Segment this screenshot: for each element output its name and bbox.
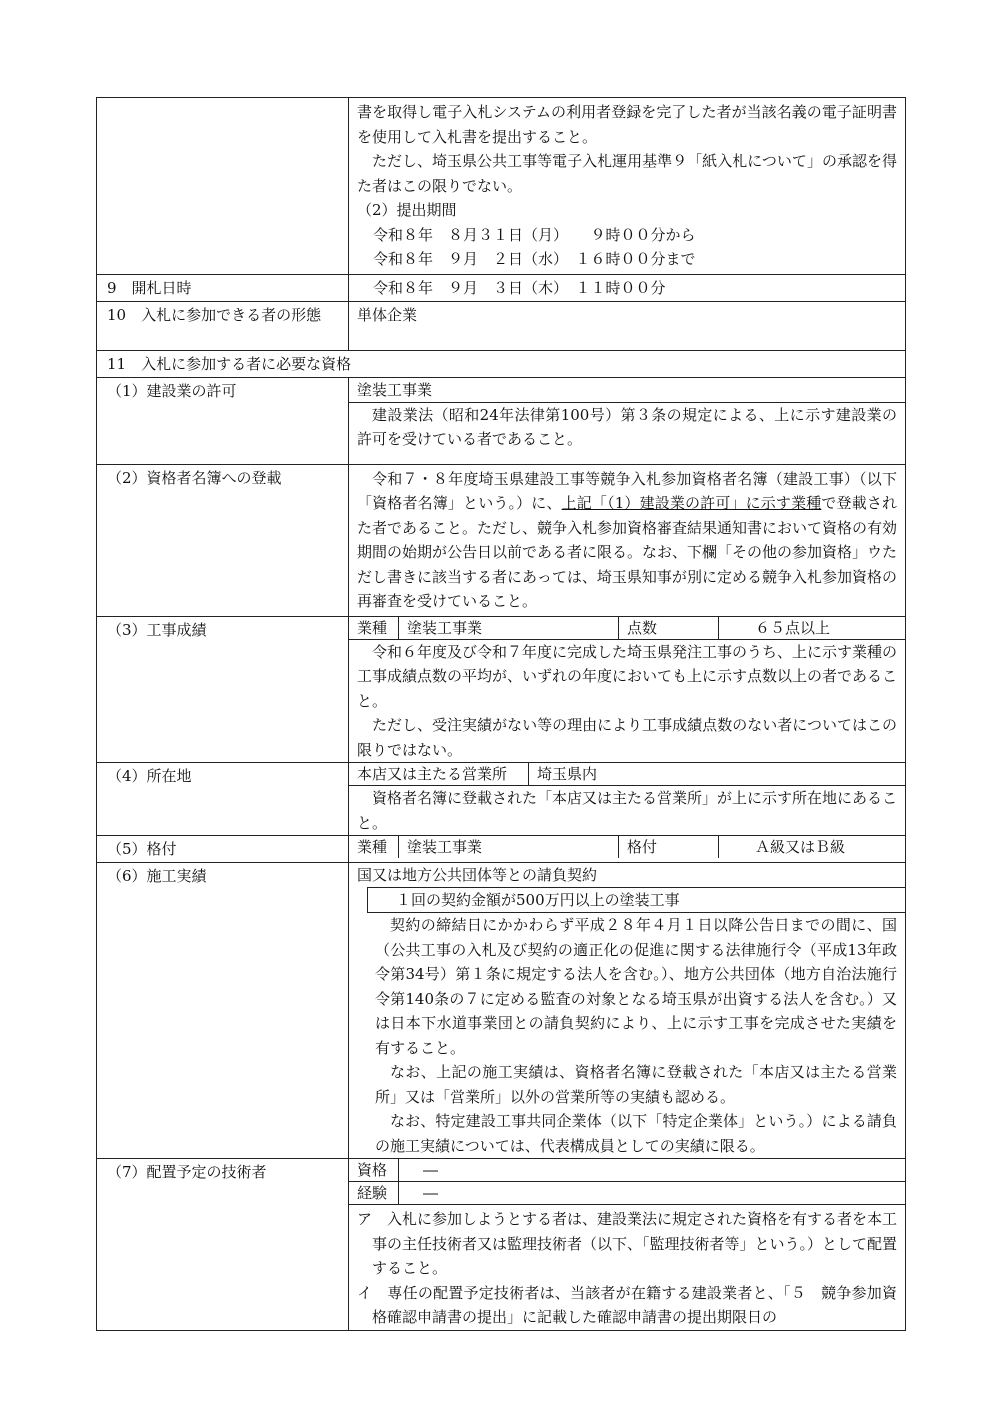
q3-text-1: 令和６年度及び令和７年度に完成した埼玉県発注工事のうち、上に示す業種の工事成績点数の平均が、いずれの年度においても上に示す点数以上の者であること。 xyxy=(357,642,898,710)
q1-label: （1）建設業の許可 xyxy=(97,378,349,464)
q7-keiken-row xyxy=(349,1182,905,1205)
q5-grade-value: Ａ級又はＢ級 xyxy=(755,838,846,856)
q2-label: （2）資格者名簿への登載 xyxy=(97,465,349,616)
q1-value: 塗装工事業 xyxy=(349,378,905,403)
q3-label: （3）工事成績 xyxy=(97,617,349,763)
qualification-heading: 11 入札に参加する者に必要な資格 xyxy=(107,354,352,373)
participation-form-value: 単体企業 xyxy=(357,305,418,324)
q2-text-a: 令和７・８年度埼玉県建設工事等競争入札参加資格者名簿（建設工事）（以下「資格者名簿」という。）に、 xyxy=(357,469,897,512)
q1-text: 建設業法（昭和24年法律第100号）第３条の規定による、上に示す建設業の許可を受けている者であること。 xyxy=(357,405,897,448)
q7-label: （7）配置予定の技術者 xyxy=(97,1159,349,1330)
q6-work: １回の契約金額が500万円以上の塗装工事 xyxy=(367,887,905,913)
q6-text-2: なお、上記の施工実績は、資格者名簿に登載された「本店又は主たる営業所」又は「営業所」以外の営業所等の実績も認める。 xyxy=(375,1063,897,1106)
q5-grade-label: 格付 xyxy=(619,836,719,858)
q6-contract: 国又は地方公共団体等との請負契約 xyxy=(357,866,598,884)
q4-label: （4）所在地 xyxy=(97,763,349,835)
period-to: 令和８年 ９月 ２日（水） １６時００分まで xyxy=(373,250,696,268)
q6-label: （6）施工実績 xyxy=(97,863,349,1158)
q3-row xyxy=(96,617,906,764)
row-10 xyxy=(96,302,906,351)
q4-office-label: 本店又は主たる営業所 xyxy=(349,763,529,785)
q7-item-a: ア 入札に参加しようとする者は、建設業法に規定された資格を有する者を本工事の主任技術者又は監理技術者（以下、「監理技術者等」という。）として配置すること。 xyxy=(357,1210,898,1277)
period-from: 令和８年 ８月３１日（月） ９時００分から xyxy=(373,225,696,244)
opening-date-value: 令和８年 ９月 ３日（木） １１時００分 xyxy=(373,278,666,297)
q3-text-2: ただし、受注実績がない等の理由により工事成績点数のない者についてはこの限りではない。 xyxy=(357,716,897,759)
q5-row xyxy=(96,836,906,863)
document-table xyxy=(96,97,906,1331)
q7-keiken-label: 経験 xyxy=(349,1182,399,1204)
q3-grid xyxy=(349,617,905,640)
q2-text xyxy=(349,467,905,614)
participation-form-label: 10 入札に参加できる者の形態 xyxy=(97,302,349,350)
q7-item-i: イ 専任の配置予定技術者は、当該者が在籍する建設業者と、「５ 競争参加資格確認申請書の提出」に記載した確認申請書の提出期限日の xyxy=(357,1283,897,1326)
submission-text-2: ただし、埼玉県公共工事等電子入札運用基準９「紙入札について」の承認を得た者はこの限りでない。 xyxy=(357,152,897,195)
submission-row xyxy=(96,97,906,275)
opening-date-label: 9 開札日時 xyxy=(97,275,349,301)
q3-gyoshu-value: 塗装工事業 xyxy=(399,617,619,639)
q2-text-b: で登載された者であること。ただし、競争入札参加資格審査結果通知書において資格の有効期間の始期が公告日以前である者に限る。なお、下欄「その他の参加資格」ウただし書きに該当する者にあっては、埼玉県知事が別に定める競争入札参加資格の再審査を受けていること。 xyxy=(357,494,898,610)
q6-text-3: なお、特定建設工事共同企業体（以下「特定企業体」という。）による請負の施工実績については、代表構成員としての実績に限る。 xyxy=(375,1112,897,1155)
q5-grid xyxy=(349,836,905,858)
row-11 xyxy=(96,351,906,378)
q4-text: 資格者名簿に登載された「本店又は主たる営業所」が上に示す所在地にあること。 xyxy=(357,789,898,832)
q6-text-1: 契約の締結日にかかわらず平成２８年４月１日以降公告日までの間に、国（公共工事の入札及び契約の適正化の促進に関する法律施行令（平成13年政令第34号）第１条に規定する法人を含む。）、地方公共団体（地方自治法施行令第140条の７に定める監査の対象となる埼玉県が出資する法人を含む。）又は日本下水道事業団との請負契約により、上に示す工事を完成させた実績を有すること。 xyxy=(375,916,897,1057)
q1-row xyxy=(96,378,906,465)
q6-row xyxy=(96,863,906,1159)
q3-gyoshu-label: 業種 xyxy=(349,617,399,639)
q7-row xyxy=(96,1159,906,1331)
q2-row xyxy=(96,465,906,617)
submission-text-1: 書を取得し電子入札システムの利用者登録を完了した者が当該名義の電子証明書を使用して入札書を提出すること。 xyxy=(357,103,897,146)
period-title: （2）提出期間 xyxy=(357,201,457,219)
empty-label-cell xyxy=(97,98,349,274)
q5-gyoshu-label: 業種 xyxy=(349,836,399,858)
q2-text-underlined: 上記「（1）建設業の許可」に示す業種 xyxy=(561,494,822,512)
q7-shikaku-row xyxy=(349,1159,905,1182)
q4-office-value: 埼玉県内 xyxy=(537,765,598,783)
q4-grid xyxy=(349,763,905,786)
row-9 xyxy=(96,275,906,302)
q5-gyoshu-value: 塗装工事業 xyxy=(399,836,619,858)
q7-shikaku-value: ― xyxy=(423,1161,438,1179)
q7-keiken-value: ― xyxy=(423,1184,438,1202)
q4-row xyxy=(96,763,906,836)
q5-label: （5）格付 xyxy=(97,836,349,862)
q3-score-label: 点数 xyxy=(619,617,719,639)
q3-score-value: ６５点以上 xyxy=(755,618,831,637)
q7-shikaku-label: 資格 xyxy=(349,1159,399,1181)
